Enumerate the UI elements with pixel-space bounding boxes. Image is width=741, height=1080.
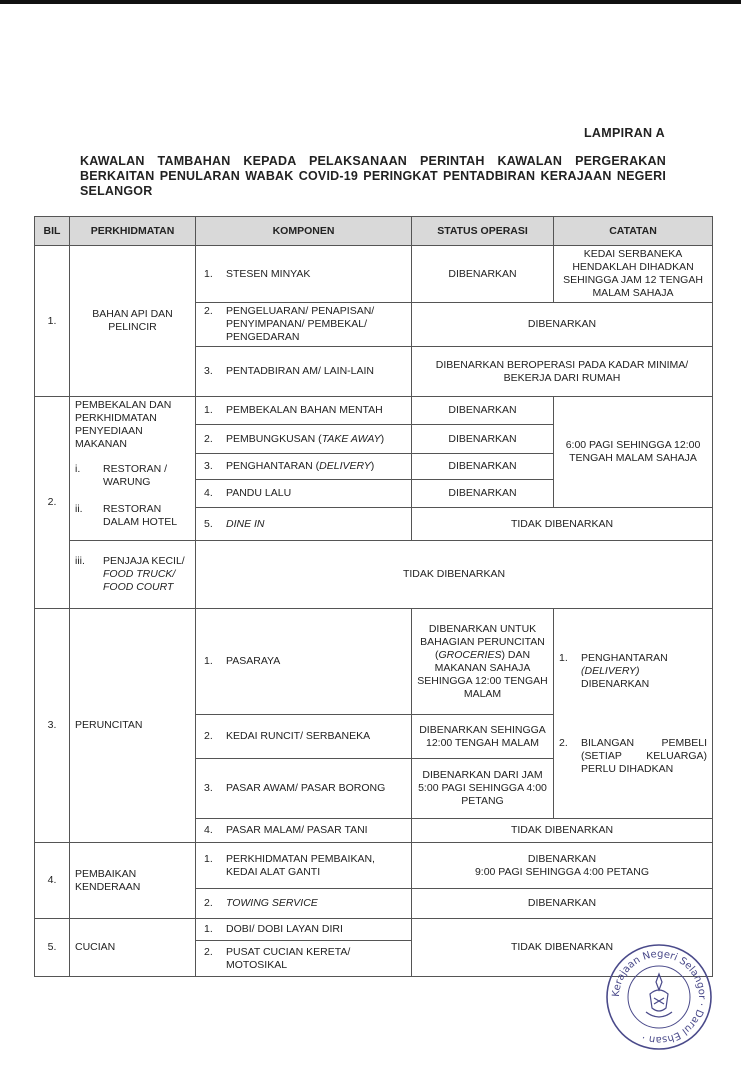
s3-r1-status: DIBENARKAN UNTUK BAHAGIAN PERUNCITAN (GROCERIES) DAN MAKANAN SAHAJA SEHINGGA 12:00 TENGAH MALAM: [412, 609, 554, 715]
official-stamp: [604, 942, 714, 1052]
lampiran-label: LAMPIRAN A: [583, 126, 665, 140]
s2-r4-komponen: 4. PANDU LALU: [196, 480, 412, 508]
s1-bil: 1.: [35, 246, 70, 397]
header-bil: BIL: [35, 217, 70, 246]
s3-r3-komponen: 3. PASAR AWAM/ PASAR BORONG: [196, 759, 412, 819]
header-perkhidmatan: PERKHIDMATAN: [70, 217, 196, 246]
s2-sub-penjaja: iii. PENJAJA KECIL/ FOOD TRUCK/ FOOD COURT: [70, 541, 196, 609]
s1-r1-catatan: KEDAI SERBANEKA HENDAKLAH DIHADKAN SEHINGGA JAM 12 TENGAH MALAM SAHAJA: [554, 246, 713, 303]
s4-bil: 4.: [35, 843, 70, 919]
table-row: [35, 397, 713, 425]
s2-perkhidmatan: PEMBEKALAN DAN PERKHIDMATAN PENYEDIAAN MAKANAN i. RESTORAN / WARUNG ii. RESTORAN DALAM HOTEL: [70, 397, 196, 541]
s2-r3-status: DIBENARKAN: [412, 454, 554, 480]
stamp-outer-ring: [607, 945, 711, 1049]
s2-bil: 2.: [35, 397, 70, 609]
s3-r4-status: TIDAK DIBENARKAN: [412, 819, 713, 843]
s2-r1-status: DIBENARKAN: [412, 397, 554, 425]
table-row: [35, 843, 713, 889]
table-row: [35, 541, 713, 609]
table-header-row: [35, 217, 713, 246]
header-status: STATUS OPERASI: [412, 217, 554, 246]
s2-r3-komponen: 3. PENGHANTARAN (DELIVERY): [196, 454, 412, 480]
s3-bil: 3.: [35, 609, 70, 843]
s2-r1-komponen: 1. PEMBEKALAN BAHAN MENTAH: [196, 397, 412, 425]
s5-status: TIDAK DIBENARKAN: [412, 919, 713, 977]
s2-r5-komponen: 5. DINE IN: [196, 508, 412, 541]
s2-r2-status: DIBENARKAN: [412, 425, 554, 454]
s5-r1-komponen: 1. DOBI/ DOBI LAYAN DIRI: [196, 919, 412, 941]
s2-penjaja-status: TIDAK DIBENARKAN: [196, 541, 713, 609]
s1-r2-status: DIBENARKAN: [412, 303, 713, 347]
s5-bil: 5.: [35, 919, 70, 977]
s2-catatan: 6:00 PAGI SEHINGGA 12:00 TENGAH MALAM SAHAJA: [554, 397, 713, 508]
table-row: [35, 609, 713, 715]
s2-r5-status: TIDAK DIBENARKAN: [412, 508, 713, 541]
s3-r2-status: DIBENARKAN SEHINGGA 12:00 TENGAH MALAM: [412, 715, 554, 759]
s1-r3-status: DIBENARKAN BEROPERASI PADA KADAR MINIMA/ BEKERJA DARI RUMAH: [412, 347, 713, 397]
stamp-text: Kerajaan Negeri Selangor · Darul Ehsan ·: [610, 948, 708, 1046]
s2-sub-restoran: RESTORAN / WARUNG: [103, 463, 167, 488]
s1-r3-komponen: 3. PENTADBIRAN AM/ LAIN-LAIN: [196, 347, 412, 397]
s3-r3-status: DIBENARKAN DARI JAM 5:00 PAGI SEHINGGA 4:00 PETANG: [412, 759, 554, 819]
s1-perkhidmatan: BAHAN API DAN PELINCIR: [70, 246, 196, 397]
crest-icon: [646, 974, 672, 1017]
s3-r1-komponen: 1. PASARAYA: [196, 609, 412, 715]
s5-perkhidmatan: CUCIAN: [70, 919, 196, 977]
control-table: [34, 216, 713, 977]
s4-perkhidmatan: PEMBAIKAN KENDERAAN: [70, 843, 196, 919]
header-komponen: KOMPONEN: [196, 217, 412, 246]
table-row: [35, 246, 713, 303]
s2-sub-hotel: RESTORAN DALAM HOTEL: [103, 503, 178, 528]
s3-perkhidmatan: PERUNCITAN: [70, 609, 196, 843]
top-edge-bar: [0, 0, 741, 4]
header-catatan: CATATAN: [554, 217, 713, 246]
document-title: KAWALAN TAMBAHAN KEPADA PELAKSANAAN PERINTAH KAWALAN PERGERAKAN BERKAITAN PENULARAN WABAK COVID-19 PERINGKAT PENTADBIRAN KERAJAAN NEGERI SELANGOR: [80, 154, 666, 198]
s1-r2-komponen: 2. PENGELUARAN/ PENAPISAN/ PENYIMPANAN/ PEMBEKAL/ PENGEDARAN: [196, 303, 412, 347]
s4-r2-status: DIBENARKAN: [412, 889, 713, 919]
table-row: [35, 919, 713, 941]
s4-r2-komponen: 2. TOWING SERVICE: [196, 889, 412, 919]
s2-r2-komponen: 2. PEMBUNGKUSAN (TAKE AWAY): [196, 425, 412, 454]
s3-r2-komponen: 2. KEDAI RUNCIT/ SERBANEKA: [196, 715, 412, 759]
s4-r1-status: DIBENARKAN 9:00 PAGI SEHINGGA 4:00 PETANG: [412, 843, 713, 889]
s2-r4-status: DIBENARKAN: [412, 480, 554, 508]
s4-r1-komponen: 1. PERKHIDMATAN PEMBAIKAN, KEDAI ALAT GANTI: [196, 843, 412, 889]
s3-catatan: 1. PENGHANTARAN (DELIVERY) DIBENARKAN 2. BILANGAN PEMBELI (SETIAP KELUARGA) PERLU DIHADKAN: [554, 609, 713, 819]
s1-r1-komponen: 1. STESEN MINYAK: [196, 246, 412, 303]
s1-r1-status: DIBENARKAN: [412, 246, 554, 303]
s3-r4-komponen: 4. PASAR MALAM/ PASAR TANI: [196, 819, 412, 843]
s5-r2-komponen: 2. PUSAT CUCIAN KERETA/ MOTOSIKAL: [196, 941, 412, 977]
